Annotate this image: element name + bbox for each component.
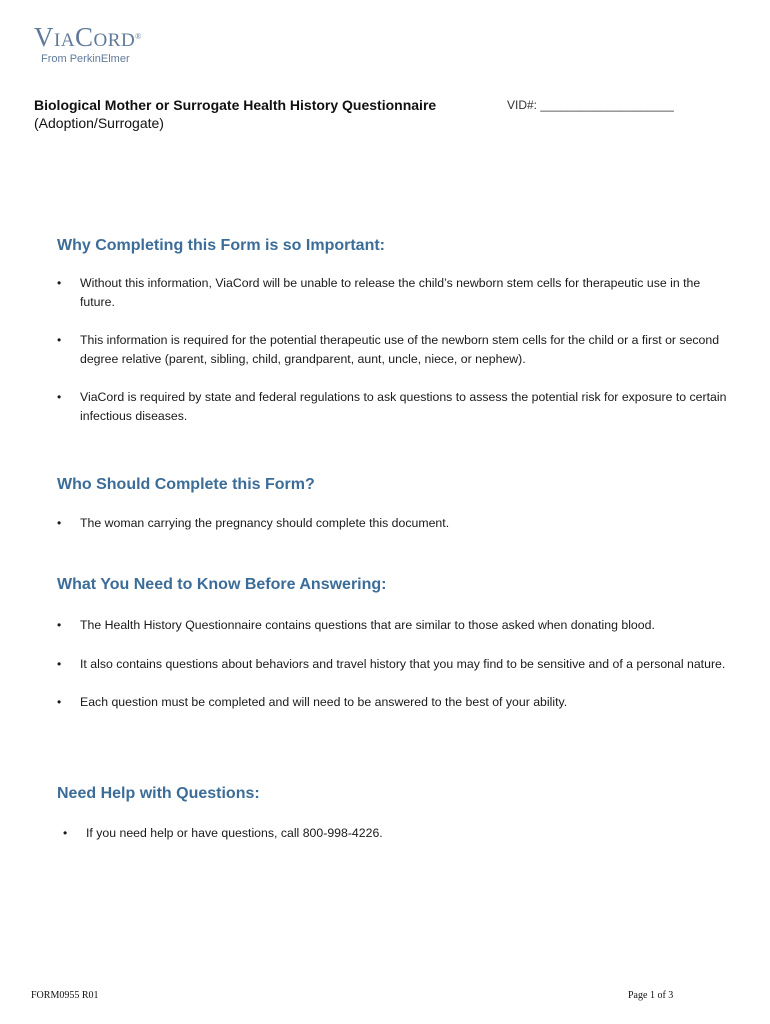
logo-tagline: From PerkinElmer [41,53,130,65]
section-help-heading: Need Help with Questions: [57,785,260,802]
list-item [57,655,727,674]
list-item-text: The woman carrying the pregnancy should complete this document. [80,516,450,530]
document-title: Biological Mother or Surrogate Health History Questionnaire [34,97,437,113]
document-title-block [34,96,436,132]
bullet-icon: • [57,695,62,709]
section-who-list [57,514,727,533]
list-item-text: It also contains questions about behaviors and travel history that you may find to be sensitive and of a personal nature. [80,656,726,671]
section-who [57,475,727,533]
list-item-text: If you need help or have questions, call 800-998-4226. [86,826,383,840]
bullet-icon: • [57,516,62,530]
logo-brand-text: ViaCord [34,22,136,52]
logo-wordmark [34,22,142,52]
section-what-list [57,616,727,712]
list-item [63,824,727,843]
page-number: Page 1 of 3 [628,990,674,1001]
viacord-logo [34,22,142,65]
section-help [57,784,727,843]
list-item [57,693,727,712]
section-what [57,575,727,712]
bullet-icon: • [57,656,62,671]
list-item [57,274,727,311]
section-help-list [57,824,727,843]
section-why-list [57,274,727,425]
document-subtitle: (Adoption/Surrogate) [34,115,164,131]
list-item [57,388,727,425]
section-why-heading: Why Completing this Form is so Important: [57,237,385,254]
form-id: FORM0955 R01 [31,990,99,1001]
bullet-icon: • [57,390,62,404]
vid-field[interactable]: VID#: ____________________ [507,98,674,112]
section-why [57,236,727,425]
bullet-icon: • [63,826,68,840]
list-item-text: Without this information, ViaCord will be unable to release the child’s newborn stem cells for therapeutic use in the future. [80,276,701,309]
list-item [57,616,727,635]
list-item-text: ViaCord is required by state and federal regulations to ask questions to assess the potential risk for exposure to certain infectious diseases. [80,390,727,423]
list-item-text: Each question must be completed and will need to be answered to the best of your ability. [80,695,568,709]
section-what-heading: What You Need to Know Before Answering: [57,576,387,593]
list-item-text: The Health History Questionnaire contains questions that are similar to those asked when donating blood. [80,618,655,632]
list-item [57,331,727,368]
bullet-icon: • [57,333,62,347]
list-item-text: This information is required for the potential therapeutic use of the newborn stem cells for the child or a first or second degree relative (parent, sibling, child, grandparent, aunt, uncle, niece, or nephew). [80,333,720,366]
list-item [57,514,727,533]
bullet-icon: • [57,618,62,632]
section-who-heading: Who Should Complete this Form? [57,476,315,493]
bullet-icon: • [57,276,62,290]
registered-mark: ® [135,32,142,41]
